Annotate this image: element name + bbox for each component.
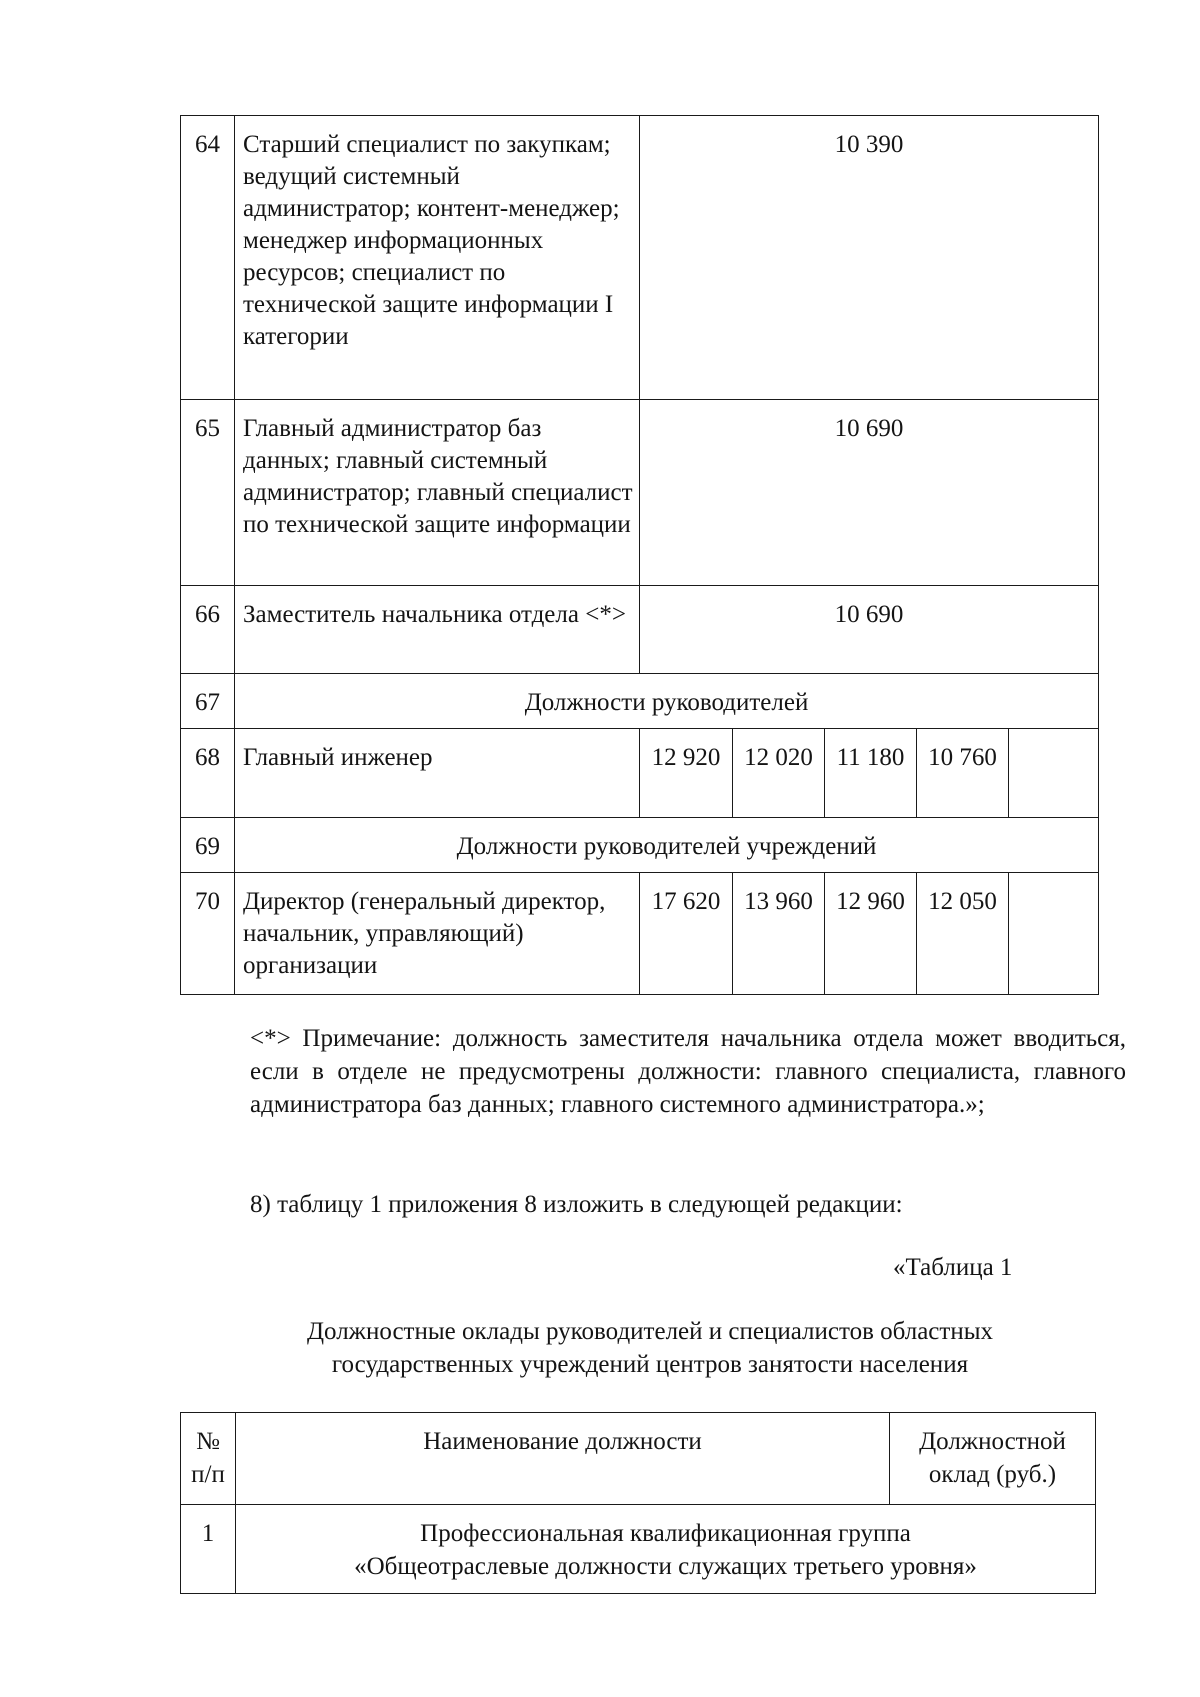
amendment-instruction: 8) таблицу 1 приложения 8 изложить в следующей редакции: xyxy=(250,1191,903,1218)
salary-value xyxy=(1009,873,1099,995)
salary-amount: 10 690 xyxy=(640,586,1099,674)
footnote: <*> Примечание: должность заместителя начальника отдела может вводиться, если в отделе не предусмотрены должности: главного специалиста, главного администратора баз данных; главного системного администратора.»; xyxy=(250,1025,1126,1118)
table-row-67 xyxy=(181,674,1099,729)
table-row-64 xyxy=(181,116,1099,400)
salary-value: 12 020 xyxy=(733,729,825,818)
table-row-65 xyxy=(181,400,1099,586)
table-row-1 xyxy=(181,1505,1096,1594)
group-header: Должности руководителей xyxy=(235,674,1099,729)
salary-value: 13 960 xyxy=(733,873,825,995)
row-number: 66 xyxy=(181,586,235,674)
header-salary xyxy=(890,1413,1096,1505)
table-title-line: государственных учреждений центров занятости населения xyxy=(331,1351,969,1378)
row-number: 68 xyxy=(181,729,235,818)
salary-value: 17 620 xyxy=(640,873,733,995)
salary-amount: 10 390 xyxy=(640,116,1099,400)
header-position-name: Наименование должности xyxy=(236,1413,890,1505)
position-name: Директор (генеральный директор, начальник, управляющий) организации xyxy=(235,873,640,995)
row-number: 64 xyxy=(181,116,235,400)
position-name: Старший специалист по закупкам; ведущий системный администратор; контент-менеджер; менеджер информационных ресурсов; специалист по технической защите информации I категории xyxy=(235,116,640,400)
salary-value xyxy=(1009,729,1099,818)
header-salary-line: оклад (руб.) xyxy=(928,1461,1057,1488)
salary-value: 10 760 xyxy=(917,729,1009,818)
header-number-line: п/п xyxy=(191,1461,225,1488)
salary-amount: 10 690 xyxy=(640,400,1099,586)
table-row-66 xyxy=(181,586,1099,674)
table-row-68 xyxy=(181,729,1099,818)
row-number: 65 xyxy=(181,400,235,586)
group-header xyxy=(236,1505,1096,1594)
salary-table-1 xyxy=(180,1412,1096,1594)
row-number: 70 xyxy=(181,873,235,995)
row-number: 67 xyxy=(181,674,235,729)
table-row-69 xyxy=(181,818,1099,873)
row-number: 1 xyxy=(181,1505,236,1594)
position-name: Главный инженер xyxy=(235,729,640,818)
row-number: 69 xyxy=(181,818,235,873)
salary-value: 12 920 xyxy=(640,729,733,818)
group-header-line: «Общеотраслевые должности служащих третьего уровня» xyxy=(354,1553,977,1580)
header-number-line: № xyxy=(196,1428,220,1455)
group-header-line: Профессиональная квалификационная группа xyxy=(420,1520,911,1547)
group-header: Должности руководителей учреждений xyxy=(235,818,1099,873)
table-label: «Таблица 1 xyxy=(893,1254,1013,1281)
table-header-row xyxy=(181,1413,1096,1505)
table-title-line: Должностные оклады руководителей и специалистов областных xyxy=(306,1318,994,1345)
header-number xyxy=(181,1413,236,1505)
salary-table-continued xyxy=(180,115,1099,995)
position-name: Главный администратор баз данных; главный системный администратор; главный специалист по технической защите информации xyxy=(235,400,640,586)
salary-value: 12 050 xyxy=(917,873,1009,995)
table-row-70 xyxy=(181,873,1099,995)
salary-value: 12 960 xyxy=(825,873,917,995)
header-salary-line: Должностной xyxy=(919,1428,1066,1455)
salary-value: 11 180 xyxy=(825,729,917,818)
position-name: Заместитель начальника отдела <*> xyxy=(235,586,640,674)
table-title xyxy=(200,1315,1100,1381)
